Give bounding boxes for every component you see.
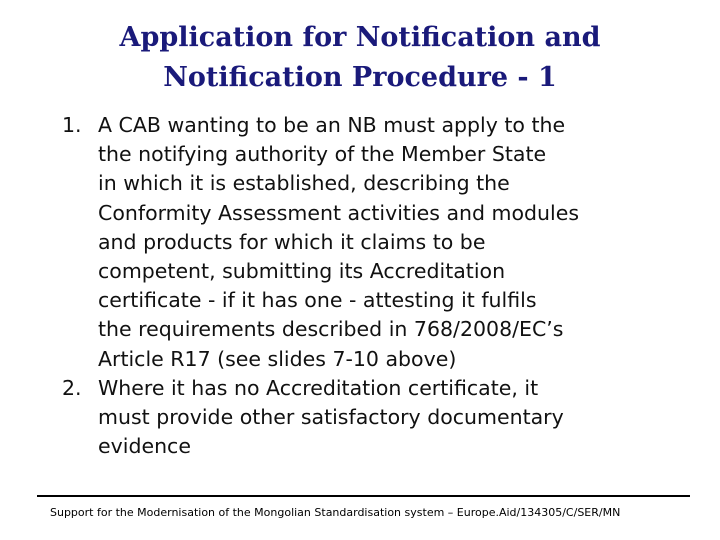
list-item-line: must provide other satisfactory documentary xyxy=(98,405,564,430)
list-item-line: Article R17 (see slides 7-10 above) xyxy=(98,346,457,371)
list-item-line: competent, submitting its Accreditation xyxy=(98,259,506,284)
slide-title-line-2: Notification Procedure - 1 xyxy=(163,62,557,93)
footer-divider xyxy=(37,495,690,497)
list-item-line: the requirements described in 768/2008/EC’s xyxy=(98,317,564,342)
footer-text: Support for the Modernisation of the Mongolian Standardisation system – Europe.Aid/134305/C/SER/MN xyxy=(50,506,621,519)
list-item-line: Conformity Assessment activities and modules xyxy=(98,200,580,225)
list-item-number: 2. xyxy=(62,375,82,400)
list-item-line: and products for which it claims to be xyxy=(98,229,486,254)
slide-title-line-1: Application for Notification and xyxy=(119,22,601,53)
list-item-line: Where it has no Accreditation certificate, it xyxy=(98,375,539,400)
numbered-list xyxy=(62,111,702,461)
list-item-line: the notifying authority of the Member State xyxy=(98,142,547,167)
list-item-line: in which it is established, describing the xyxy=(98,171,510,196)
list-item-1 xyxy=(62,111,702,374)
list-item-line: A CAB wanting to be an NB must apply to the xyxy=(98,113,566,137)
list-item-line: certificate - if it has one - attesting it fulfils xyxy=(98,288,537,313)
list-item-2 xyxy=(62,374,702,462)
list-item-line: evidence xyxy=(98,434,191,459)
list-item-number: 1. xyxy=(62,113,82,137)
slide-title xyxy=(0,18,720,98)
